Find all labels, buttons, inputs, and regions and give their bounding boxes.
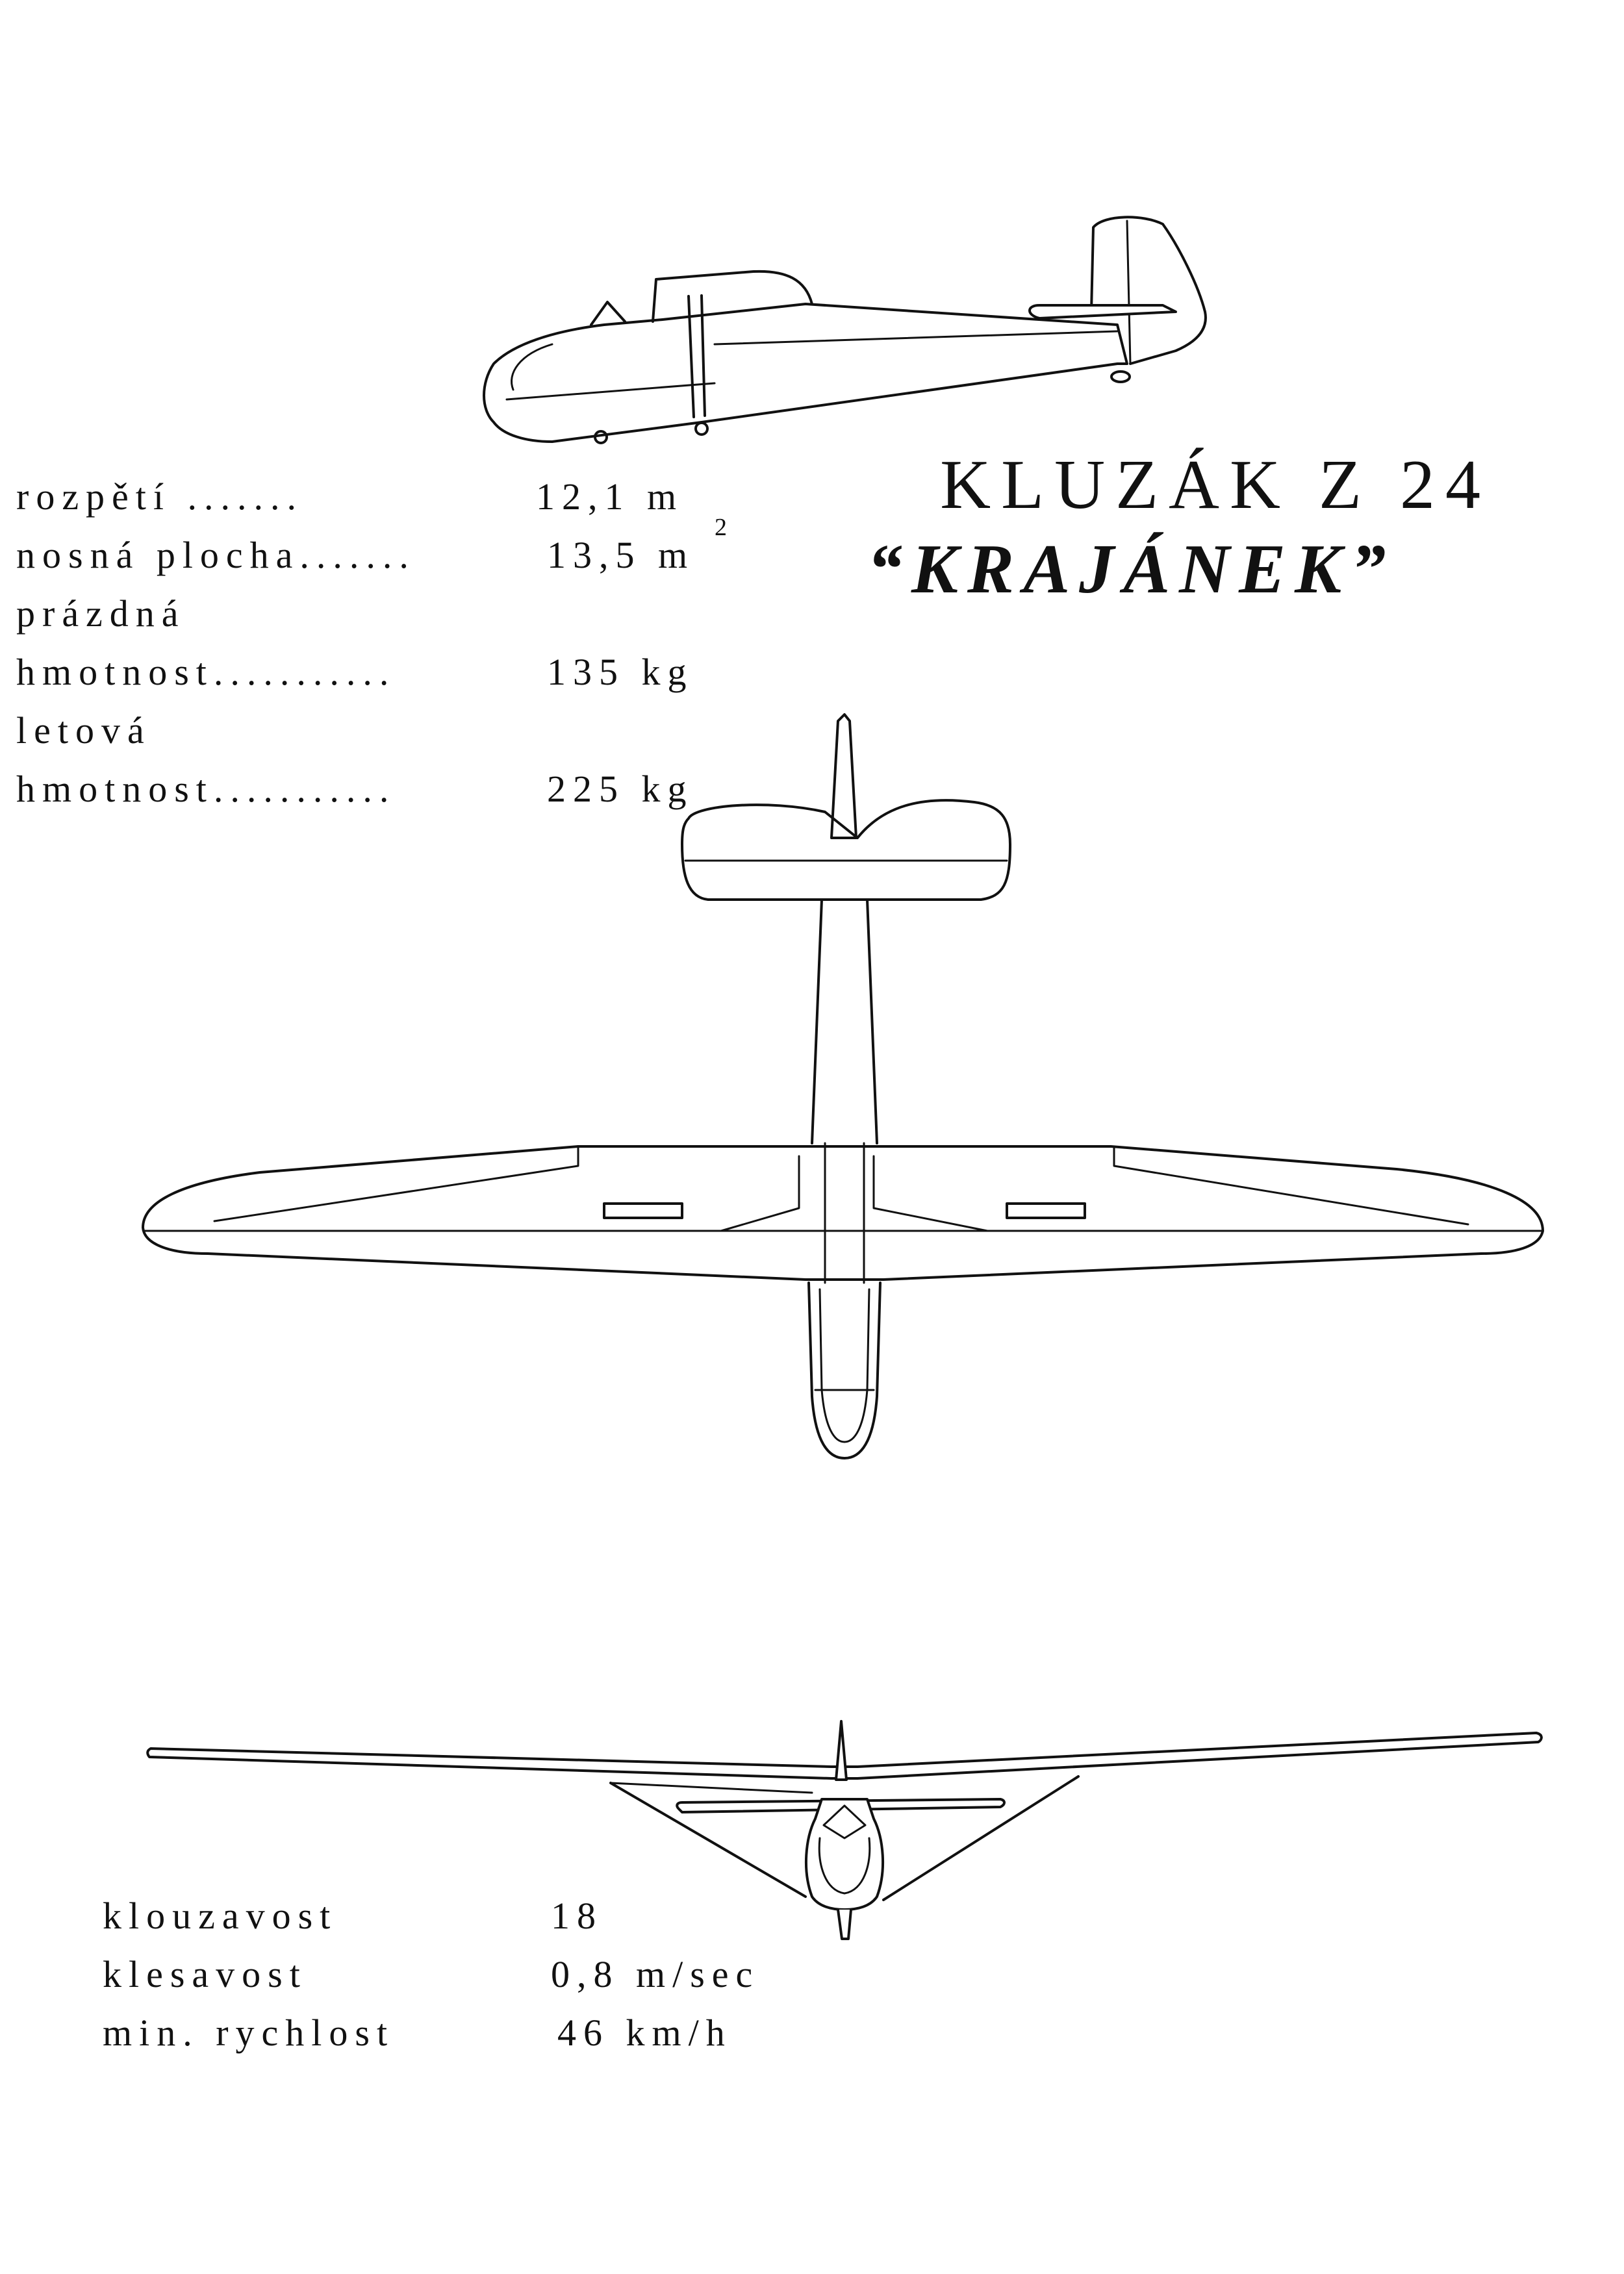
side-view-drawing bbox=[484, 217, 1206, 443]
spec-label-empty: prázdná bbox=[16, 592, 186, 635]
spec-label-min-speed: min. rychlost bbox=[103, 2012, 395, 2054]
top-wing-center bbox=[825, 1143, 864, 1283]
top-aileron-left bbox=[214, 1146, 799, 1231]
top-cockpit bbox=[820, 1289, 869, 1442]
front-strut-brace-left bbox=[611, 1783, 812, 1793]
top-spoiler-right bbox=[1007, 1204, 1085, 1218]
side-fuselage-outline bbox=[484, 304, 1127, 442]
spec-value-min-speed: 46 km/h bbox=[557, 2012, 732, 2054]
spec-label-glide: klouzavost bbox=[103, 1895, 338, 1937]
spec-value-flight-mass: 225 kg bbox=[547, 768, 694, 810]
top-tail-boom bbox=[812, 900, 877, 1143]
top-aileron-right bbox=[874, 1146, 1468, 1231]
spec-label-flight-mass: hmotnost........... bbox=[16, 768, 396, 810]
side-nose-line bbox=[512, 344, 553, 390]
side-tail-skid bbox=[1111, 372, 1130, 382]
spec-value-glide: 18 bbox=[551, 1895, 603, 1937]
side-fin-outline bbox=[1091, 217, 1206, 364]
spec-value-area: 13,5 m bbox=[547, 534, 695, 576]
spec-label-span: rozpětí ....... bbox=[16, 475, 304, 518]
top-view-drawing bbox=[143, 714, 1543, 1458]
side-fuselage-line bbox=[507, 383, 715, 399]
glider-title: KLUZÁK Z 24 bbox=[940, 446, 1491, 524]
front-view-drawing bbox=[147, 1721, 1542, 1939]
side-stabilizer bbox=[1030, 305, 1176, 318]
top-spoiler-left bbox=[604, 1204, 682, 1218]
side-windshield bbox=[591, 302, 625, 325]
side-cabin-post-2 bbox=[689, 296, 694, 417]
spec-label-flight: letová bbox=[16, 709, 151, 752]
front-rudder bbox=[836, 1721, 846, 1780]
front-strut-left bbox=[611, 1783, 806, 1897]
spec-value-span: 12,1 m bbox=[536, 475, 684, 518]
spec-value-empty-mass: 135 kg bbox=[547, 651, 694, 693]
front-skid bbox=[838, 1910, 851, 1939]
spec-area-exponent: 2 bbox=[715, 514, 727, 541]
side-cabin-outline bbox=[653, 272, 812, 322]
glider-name: “KRAJÁNEK” bbox=[867, 531, 1395, 608]
front-strut-right bbox=[883, 1776, 1078, 1900]
side-cabin-post bbox=[702, 296, 705, 416]
spec-label-empty-mass: hmotnost........... bbox=[16, 651, 396, 693]
side-fuselage-line-2 bbox=[715, 331, 1117, 344]
spec-label-sink: klesavost bbox=[103, 1953, 307, 1995]
spec-value-sink: 0,8 m/sec bbox=[551, 1953, 760, 1995]
side-rudder-hinge bbox=[1127, 221, 1130, 364]
side-skid-rear bbox=[696, 423, 707, 435]
spec-label-area: nosná plocha....... bbox=[16, 534, 416, 576]
top-main-wing bbox=[143, 1146, 1543, 1280]
